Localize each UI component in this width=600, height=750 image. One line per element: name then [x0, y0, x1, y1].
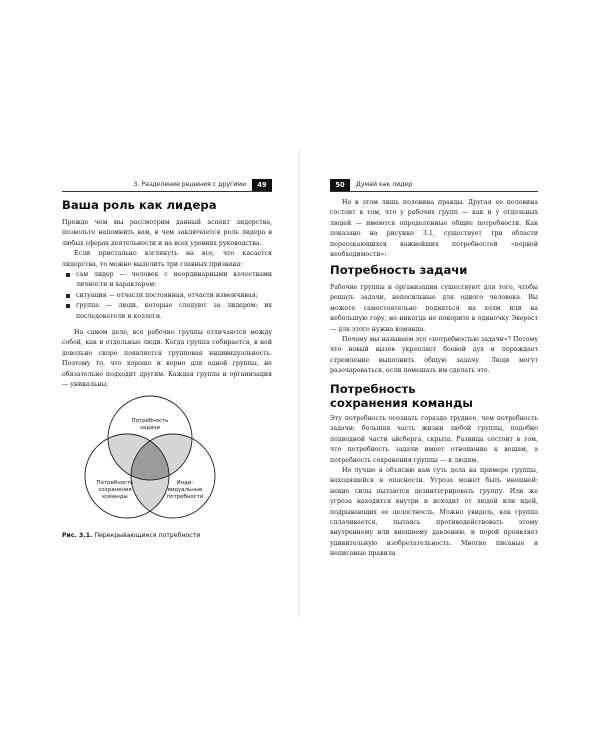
heading-line: Потребность	[330, 382, 416, 396]
paragraph: Рабочие группы и организации существуют для того, чтобы решать задачи, непосильные для одного человека. Вы можете самостоятельно подняться на холм или на небольшую гору, но никогда не покорите в одиночку Эверест — для этого нужна команда.	[330, 284, 538, 333]
running-head-rule	[330, 191, 538, 192]
section-heading-leader-role: Ваша роль как лидера	[62, 198, 217, 212]
heading-line: сохранения команды	[330, 396, 473, 410]
bullet-icon	[66, 304, 70, 308]
venn-label-top-1: Потребность	[131, 418, 169, 424]
left-text-column	[62, 218, 272, 391]
right-intro-column	[330, 198, 538, 260]
list-item: ситуация — отчасти постоянная, отчасти изменчивая;	[62, 291, 272, 301]
paragraph: На самом деле, все рабочие группы отличаются между собой, как и отдельные люди. Когда группа собирается, в ней довольно скоро появляется групповая индивидуальность. Поэтому то, что хорошо и верно для одной группы, не обязательно подходит другим. Каждая группа и организация — уникальны.	[62, 329, 272, 389]
bullet-icon	[66, 273, 70, 277]
running-head-right	[330, 179, 538, 191]
section-heading-task-need: Потребность задачи	[330, 263, 468, 277]
figure-caption-prefix: Рис. 3.1.	[62, 532, 93, 539]
running-head-chapter: 3. Разделение решения с другими	[133, 181, 246, 188]
figure-caption	[62, 532, 282, 539]
running-head-rule	[62, 191, 272, 192]
running-head-book-title: Думай как лидер	[356, 181, 413, 188]
list-item: группа — люди, которые следуют за лидером: их последователи и коллеги.	[62, 301, 272, 322]
venn-label-left-3: команды	[102, 494, 128, 500]
venn-label-left-1: Потребность	[96, 480, 134, 486]
paragraph: Прежде чем мы рассмотрим данный аспект лидерства, позвольте напомнить вам, в чем заключается роль лидера в любых сферах деятельности и на всех уровнях руководства.	[62, 219, 272, 247]
right-page	[300, 0, 600, 750]
venn-label-left-2: сохранения	[98, 487, 132, 493]
paragraph: Эту потребность осознать гораздо труднее, чем потребность задачи; большая часть жизни любой группы, подобно подводной части айсберга, скрыта. Разница состоит в том, что потребность задачи имеет отношение к вещам, а потребность сохранения группы — к людям.	[330, 415, 538, 464]
paragraph: Почему мы называем это «потребностью задачи»? Потому что новый вызов укрепляет боевой дух и порождает стремление выполнить общую задачу. Люди могут разочароваться, если помешать им сделать это.	[330, 336, 538, 375]
venn-label-top-2: задачи	[140, 425, 160, 431]
paragraph: Но лучше я объясню вам суть дела на примере группы, находящейся в опасности. Угроза может быть внешней: некие силы пытаются дезинтегрировать группу. Или же угроза находится внутри и исходит от людей или идей, подрывающих ее целостность. Можно увидеть, как группа сплачивается, пытаясь противодействовать этому внутреннему или внешнему давлению, и порой проявляет удивительную изобретательность. Многие писаные и неписаные правила	[330, 467, 538, 558]
venn-label-right-2: видуальные	[167, 487, 203, 493]
venn-diagram	[75, 390, 225, 530]
venn-label-right-1: Инди-	[176, 480, 194, 486]
right-section1-column	[330, 283, 538, 377]
bullet-list	[62, 270, 272, 322]
right-section2-column	[330, 414, 538, 560]
section-heading-team-need	[330, 382, 540, 410]
figure-caption-text: Перекрывающиеся потребности	[94, 532, 201, 539]
running-head-left	[62, 179, 272, 191]
page-number-right: 50	[330, 179, 350, 191]
page-number-left: 49	[252, 179, 272, 191]
paragraph: Но в этом лишь половина правды. Другая ее половина состоит в том, что у рабочих групп — как и у отдельных людей — имеются определенные общие потребности. Как показано на рисунке 3.1, существует три области пересекающихся важнейших потребностей «первой необходимости»:	[330, 199, 538, 259]
paragraph: Если пристально взглянуть на все, что касается лидерства, то можно выделить три главных признака:	[62, 250, 272, 268]
venn-label-right-3: потребности	[166, 494, 204, 500]
bullet-icon	[66, 294, 70, 298]
list-item: сам лидер — человек с неординарными качествами личности и характером;	[62, 270, 272, 291]
